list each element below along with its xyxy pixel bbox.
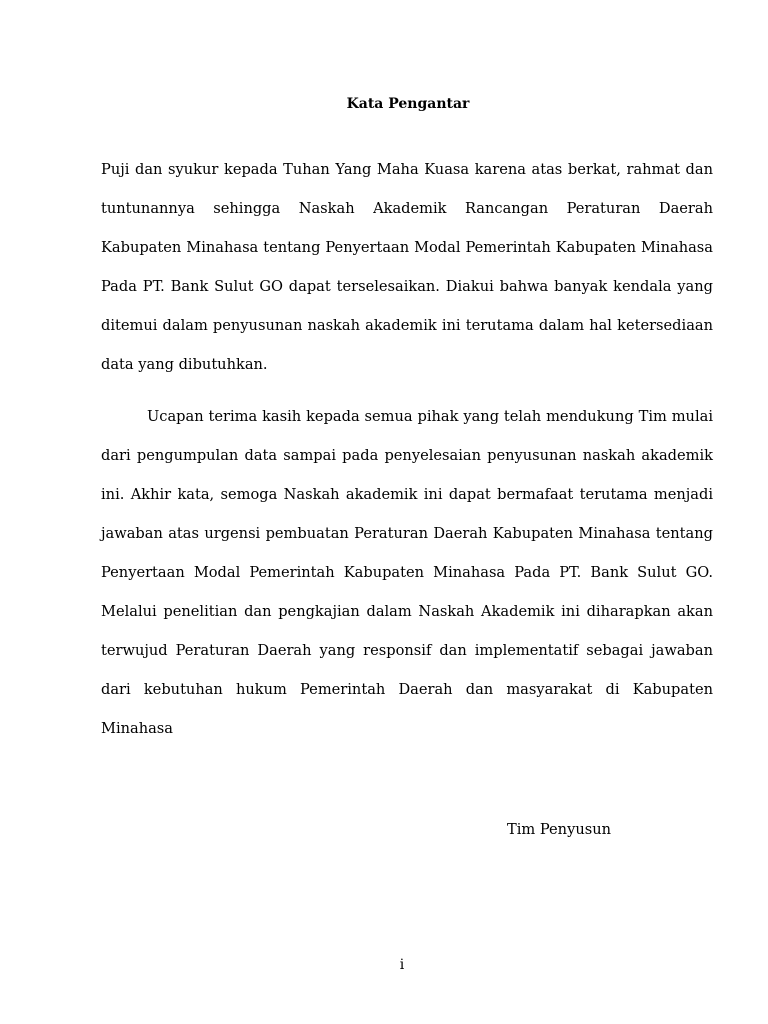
page-number: i: [399, 957, 405, 973]
signature: Tim Penyusun: [507, 821, 612, 838]
paragraph-acknowledgement: Ucapan terima kasih kepada semua pihak yang telah mendukung Tim mulai dari pengumpulan data sampai pada penyelesaian penyusunan naskah akademik ini. Akhir kata, semoga Naskah akademik ini dapat bermafaat terutama menjadi jawaban atas urgensi pembuatan Peraturan Daerah Kabupaten Minahasa tentang Penyertaan Modal Pemerintah Kabupaten Minahasa Pada PT. Bank Sulut GO. Melalui penelitian dan pengkajian dalam Naskah Akademik ini diharapkan akan terwujud Peraturan Daerah yang responsif dan implementatif sebagai jawaban dari kebutuhan hukum Pemerintah Daerah dan masyarakat di Kabupaten Minahasa: [101, 408, 713, 737]
paragraph-intro: Puji dan syukur kepada Tuhan Yang Maha Kuasa karena atas berkat, rahmat dan tuntunannya sehingga Naskah Akademik Rancangan Peraturan Daerah Kabupaten Minahasa tentang Penyertaan Modal Pemerintah Kabupaten Minahasa Pada PT. Bank Sulut GO dapat terselesaikan. Diakui bahwa banyak kendala yang ditemui dalam penyusunan naskah akademik ini terutama dalam hal ketersediaan data yang dibutuhkan.: [101, 161, 713, 373]
document-title: Kata Pengantar: [346, 96, 470, 112]
